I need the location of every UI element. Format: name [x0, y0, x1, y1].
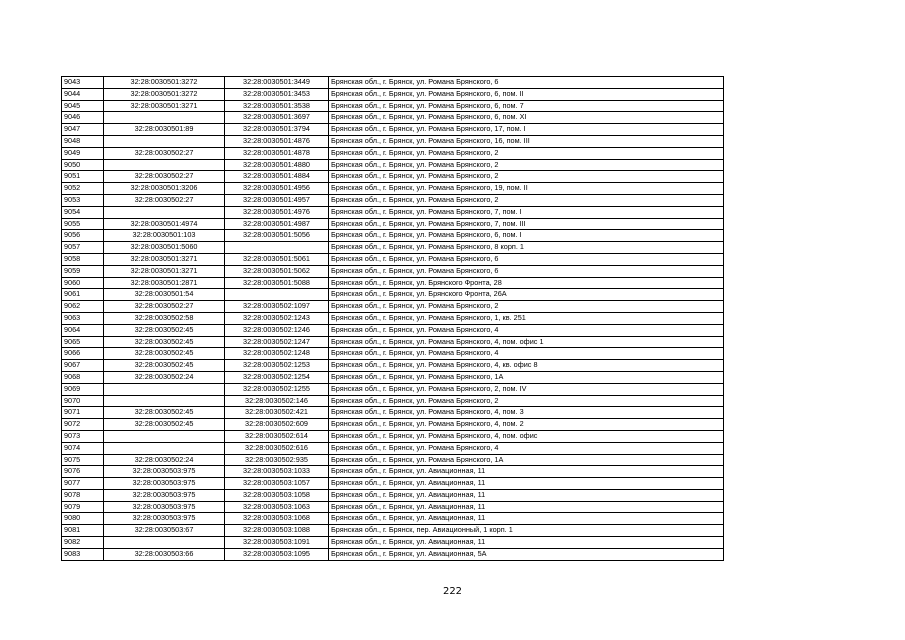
- row-number-cell: 9082: [62, 537, 104, 549]
- object-number-cell: 32:28:0030501:4878: [225, 147, 329, 159]
- parcel-number-cell: [104, 159, 225, 171]
- parcel-number-cell: 32:28:0030502:45: [104, 336, 225, 348]
- table-row: [62, 206, 724, 218]
- table-row: [62, 489, 724, 501]
- table-row: [62, 525, 724, 537]
- object-number-cell: 32:28:0030501:4880: [225, 159, 329, 171]
- table-row: [62, 395, 724, 407]
- object-number-cell: 32:28:0030502:1255: [225, 383, 329, 395]
- row-number-cell: 9076: [62, 466, 104, 478]
- table-row: [62, 230, 724, 242]
- parcel-number-cell: [104, 430, 225, 442]
- parcel-number-cell: 32:28:0030501:3271: [104, 253, 225, 265]
- address-cell: Брянская обл., г. Брянск, ул. Романа Брянского, 1А: [329, 454, 724, 466]
- row-number-cell: 9047: [62, 124, 104, 136]
- row-number-cell: 9057: [62, 242, 104, 254]
- row-number-cell: 9073: [62, 430, 104, 442]
- table-row: [62, 336, 724, 348]
- object-number-cell: 32:28:0030501:3794: [225, 124, 329, 136]
- row-number-cell: 9080: [62, 513, 104, 525]
- row-number-cell: 9055: [62, 218, 104, 230]
- parcel-number-cell: 32:28:0030502:45: [104, 360, 225, 372]
- object-number-cell: 32:28:0030501:3449: [225, 77, 329, 89]
- address-cell: Брянская обл., г. Брянск, ул. Романа Брянского, 4: [329, 324, 724, 336]
- address-cell: Брянская обл., г. Брянск, ул. Авиационная, 11: [329, 513, 724, 525]
- table-row: [62, 454, 724, 466]
- table-row: [62, 88, 724, 100]
- object-number-cell: 32:28:0030502:616: [225, 442, 329, 454]
- table-row: [62, 183, 724, 195]
- address-cell: Брянская обл., г. Брянск, ул. Романа Брянского, 6, пом. II: [329, 88, 724, 100]
- row-number-cell: 9083: [62, 548, 104, 560]
- address-cell: Брянская обл., г. Брянск, ул. Романа Брянского, 4, пом. офис 1: [329, 336, 724, 348]
- address-cell: Брянская обл., г. Брянск, ул. Романа Брянского, 8 корп. 1: [329, 242, 724, 254]
- row-number-cell: 9068: [62, 371, 104, 383]
- row-number-cell: 9056: [62, 230, 104, 242]
- address-cell: Брянская обл., г. Брянск, ул. Романа Брянского, 4: [329, 348, 724, 360]
- table-row: [62, 360, 724, 372]
- table-row: [62, 537, 724, 549]
- object-number-cell: 32:28:0030502:1254: [225, 371, 329, 383]
- object-number-cell: 32:28:0030503:1095: [225, 548, 329, 560]
- parcel-number-cell: 32:28:0030502:27: [104, 194, 225, 206]
- table-row: [62, 466, 724, 478]
- table-row: [62, 548, 724, 560]
- object-number-cell: 32:28:0030501:4956: [225, 183, 329, 195]
- table-row: [62, 371, 724, 383]
- table-row: [62, 383, 724, 395]
- object-number-cell: 32:28:0030502:1243: [225, 312, 329, 324]
- address-cell: Брянская обл., г. Брянск, ул. Романа Брянского, 17, пом. I: [329, 124, 724, 136]
- row-number-cell: 9069: [62, 383, 104, 395]
- address-cell: Брянская обл., г. Брянск, ул. Романа Брянского, 4, пом. 2: [329, 419, 724, 431]
- table-row: [62, 253, 724, 265]
- parcel-number-cell: 32:28:0030502:45: [104, 419, 225, 431]
- row-number-cell: 9067: [62, 360, 104, 372]
- table-row: [62, 478, 724, 490]
- parcel-number-cell: 32:28:0030503:975: [104, 513, 225, 525]
- row-number-cell: 9044: [62, 88, 104, 100]
- address-cell: Брянская обл., г. Брянск, ул. Романа Брянского, 2: [329, 194, 724, 206]
- parcel-number-cell: 32:28:0030501:3271: [104, 265, 225, 277]
- object-number-cell: 32:28:0030502:421: [225, 407, 329, 419]
- address-cell: Брянская обл., г. Брянск, ул. Романа Брянского, 7, пом. III: [329, 218, 724, 230]
- address-cell: Брянская обл., г. Брянск, ул. Романа Брянского, 4, пом. офис: [329, 430, 724, 442]
- row-number-cell: 9074: [62, 442, 104, 454]
- table-row: [62, 407, 724, 419]
- address-cell: Брянская обл., г. Брянск, ул. Брянского Фронта, 28: [329, 277, 724, 289]
- table-row: [62, 171, 724, 183]
- table-row: [62, 442, 724, 454]
- object-number-cell: 32:28:0030502:614: [225, 430, 329, 442]
- address-cell: Брянская обл., г. Брянск, пер. Авиационный, 1 корп. 1: [329, 525, 724, 537]
- table-row: [62, 501, 724, 513]
- address-cell: Брянская обл., г. Брянск, ул. Романа Брянского, 2, пом. IV: [329, 383, 724, 395]
- row-number-cell: 9053: [62, 194, 104, 206]
- table-row: [62, 265, 724, 277]
- object-number-cell: 32:28:0030502:1248: [225, 348, 329, 360]
- parcel-number-cell: 32:28:0030503:975: [104, 478, 225, 490]
- row-number-cell: 9070: [62, 395, 104, 407]
- address-cell: Брянская обл., г. Брянск, ул. Романа Брянского, 6, пом. 7: [329, 100, 724, 112]
- parcel-number-cell: 32:28:0030503:975: [104, 466, 225, 478]
- parcel-number-cell: 32:28:0030501:103: [104, 230, 225, 242]
- table-row: [62, 135, 724, 147]
- object-number-cell: 32:28:0030501:5061: [225, 253, 329, 265]
- parcel-number-cell: 32:28:0030501:3206: [104, 183, 225, 195]
- row-number-cell: 9048: [62, 135, 104, 147]
- parcel-number-cell: 32:28:0030502:24: [104, 454, 225, 466]
- address-cell: Брянская обл., г. Брянск, ул. Романа Брянского, 6: [329, 253, 724, 265]
- parcel-number-cell: [104, 383, 225, 395]
- row-number-cell: 9072: [62, 419, 104, 431]
- address-cell: Брянская обл., г. Брянск, ул. Романа Брянского, 6: [329, 77, 724, 89]
- parcel-number-cell: 32:28:0030502:27: [104, 301, 225, 313]
- row-number-cell: 9078: [62, 489, 104, 501]
- object-number-cell: 32:28:0030502:1097: [225, 301, 329, 313]
- row-number-cell: 9077: [62, 478, 104, 490]
- parcel-number-cell: [104, 442, 225, 454]
- row-number-cell: 9062: [62, 301, 104, 313]
- object-number-cell: 32:28:0030501:5056: [225, 230, 329, 242]
- table-row: [62, 312, 724, 324]
- address-cell: Брянская обл., г. Брянск, ул. Романа Брянского, 1А: [329, 371, 724, 383]
- row-number-cell: 9058: [62, 253, 104, 265]
- row-number-cell: 9079: [62, 501, 104, 513]
- address-cell: Брянская обл., г. Брянск, ул. Авиационная, 11: [329, 466, 724, 478]
- row-number-cell: 9061: [62, 289, 104, 301]
- row-number-cell: 9075: [62, 454, 104, 466]
- object-number-cell: 32:28:0030502:609: [225, 419, 329, 431]
- address-cell: Брянская обл., г. Брянск, ул. Романа Брянского, 16, пом. III: [329, 135, 724, 147]
- row-number-cell: 9066: [62, 348, 104, 360]
- parcel-number-cell: 32:28:0030501:89: [104, 124, 225, 136]
- address-cell: Брянская обл., г. Брянск, ул. Авиационная, 11: [329, 501, 724, 513]
- object-number-cell: 32:28:0030503:1057: [225, 478, 329, 490]
- address-cell: Брянская обл., г. Брянск, ул. Романа Брянского, 2: [329, 147, 724, 159]
- parcel-number-cell: 32:28:0030503:975: [104, 501, 225, 513]
- table-row: [62, 277, 724, 289]
- parcel-number-cell: 32:28:0030503:975: [104, 489, 225, 501]
- parcel-number-cell: 32:28:0030502:27: [104, 147, 225, 159]
- object-number-cell: 32:28:0030501:4987: [225, 218, 329, 230]
- row-number-cell: 9045: [62, 100, 104, 112]
- table-row: [62, 112, 724, 124]
- object-number-cell: [225, 289, 329, 301]
- object-number-cell: 32:28:0030503:1088: [225, 525, 329, 537]
- parcel-number-cell: [104, 206, 225, 218]
- parcel-number-cell: 32:28:0030501:2871: [104, 277, 225, 289]
- property-table-body: [62, 77, 724, 561]
- object-number-cell: 32:28:0030502:1253: [225, 360, 329, 372]
- object-number-cell: 32:28:0030501:5088: [225, 277, 329, 289]
- object-number-cell: 32:28:0030503:1091: [225, 537, 329, 549]
- address-cell: Брянская обл., г. Брянск, ул. Брянского Фронта, 26А: [329, 289, 724, 301]
- object-number-cell: 32:28:0030502:1247: [225, 336, 329, 348]
- row-number-cell: 9059: [62, 265, 104, 277]
- parcel-number-cell: [104, 537, 225, 549]
- address-cell: Брянская обл., г. Брянск, ул. Романа Брянского, 7, пом. I: [329, 206, 724, 218]
- parcel-number-cell: 32:28:0030503:67: [104, 525, 225, 537]
- parcel-number-cell: 32:28:0030501:3271: [104, 100, 225, 112]
- object-number-cell: 32:28:0030501:4876: [225, 135, 329, 147]
- parcel-number-cell: 32:28:0030501:5060: [104, 242, 225, 254]
- row-number-cell: 9050: [62, 159, 104, 171]
- table-row: [62, 218, 724, 230]
- address-cell: Брянская обл., г. Брянск, ул. Романа Брянского, 2: [329, 171, 724, 183]
- object-number-cell: 32:28:0030501:4976: [225, 206, 329, 218]
- address-cell: Брянская обл., г. Брянск, ул. Авиационная, 11: [329, 478, 724, 490]
- object-number-cell: 32:28:0030502:146: [225, 395, 329, 407]
- address-cell: Брянская обл., г. Брянск, ул. Авиационная, 11: [329, 489, 724, 501]
- address-cell: Брянская обл., г. Брянск, ул. Романа Брянского, 2: [329, 301, 724, 313]
- object-number-cell: 32:28:0030503:1058: [225, 489, 329, 501]
- address-cell: Брянская обл., г. Брянск, ул. Авиационная, 5А: [329, 548, 724, 560]
- parcel-number-cell: 32:28:0030501:3272: [104, 77, 225, 89]
- address-cell: Брянская обл., г. Брянск, ул. Авиационная, 11: [329, 537, 724, 549]
- table-row: [62, 242, 724, 254]
- address-cell: Брянская обл., г. Брянск, ул. Романа Брянского, 4, пом. 3: [329, 407, 724, 419]
- property-table: [61, 76, 724, 561]
- parcel-number-cell: 32:28:0030502:58: [104, 312, 225, 324]
- table-row: [62, 348, 724, 360]
- table-row: [62, 124, 724, 136]
- address-cell: Брянская обл., г. Брянск, ул. Романа Брянского, 1, кв. 251: [329, 312, 724, 324]
- parcel-number-cell: 32:28:0030501:4974: [104, 218, 225, 230]
- object-number-cell: 32:28:0030501:4957: [225, 194, 329, 206]
- object-number-cell: 32:28:0030503:1063: [225, 501, 329, 513]
- table-row: [62, 194, 724, 206]
- table-row: [62, 301, 724, 313]
- row-number-cell: 9064: [62, 324, 104, 336]
- object-number-cell: 32:28:0030503:1068: [225, 513, 329, 525]
- address-cell: Брянская обл., г. Брянск, ул. Романа Брянского, 6, пом. XI: [329, 112, 724, 124]
- object-number-cell: 32:28:0030501:4884: [225, 171, 329, 183]
- address-cell: Брянская обл., г. Брянск, ул. Романа Брянского, 6: [329, 265, 724, 277]
- parcel-number-cell: 32:28:0030501:3272: [104, 88, 225, 100]
- address-cell: Брянская обл., г. Брянск, ул. Романа Брянского, 4, кв. офис 8: [329, 360, 724, 372]
- object-number-cell: 32:28:0030502:935: [225, 454, 329, 466]
- row-number-cell: 9043: [62, 77, 104, 89]
- row-number-cell: 9063: [62, 312, 104, 324]
- table-row: [62, 147, 724, 159]
- table-row: [62, 159, 724, 171]
- parcel-number-cell: 32:28:0030501:54: [104, 289, 225, 301]
- row-number-cell: 9051: [62, 171, 104, 183]
- page-number: 222: [442, 586, 463, 597]
- parcel-number-cell: 32:28:0030502:45: [104, 348, 225, 360]
- table-row: [62, 419, 724, 431]
- address-cell: Брянская обл., г. Брянск, ул. Романа Брянского, 4: [329, 442, 724, 454]
- parcel-number-cell: [104, 135, 225, 147]
- table-row: [62, 324, 724, 336]
- row-number-cell: 9052: [62, 183, 104, 195]
- parcel-number-cell: 32:28:0030502:27: [104, 171, 225, 183]
- table-row: [62, 430, 724, 442]
- address-cell: Брянская обл., г. Брянск, ул. Романа Брянского, 19, пом. II: [329, 183, 724, 195]
- parcel-number-cell: 32:28:0030502:24: [104, 371, 225, 383]
- object-number-cell: [225, 242, 329, 254]
- object-number-cell: 32:28:0030501:5062: [225, 265, 329, 277]
- object-number-cell: 32:28:0030501:3453: [225, 88, 329, 100]
- table-row: [62, 289, 724, 301]
- parcel-number-cell: 32:28:0030502:45: [104, 324, 225, 336]
- row-number-cell: 9049: [62, 147, 104, 159]
- table-row: [62, 513, 724, 525]
- row-number-cell: 9081: [62, 525, 104, 537]
- parcel-number-cell: 32:28:0030502:45: [104, 407, 225, 419]
- table-row: [62, 77, 724, 89]
- address-cell: Брянская обл., г. Брянск, ул. Романа Брянского, 6, пом. I: [329, 230, 724, 242]
- parcel-number-cell: [104, 395, 225, 407]
- row-number-cell: 9054: [62, 206, 104, 218]
- row-number-cell: 9065: [62, 336, 104, 348]
- object-number-cell: 32:28:0030502:1246: [225, 324, 329, 336]
- row-number-cell: 9060: [62, 277, 104, 289]
- row-number-cell: 9046: [62, 112, 104, 124]
- parcel-number-cell: 32:28:0030503:66: [104, 548, 225, 560]
- object-number-cell: 32:28:0030501:3697: [225, 112, 329, 124]
- row-number-cell: 9071: [62, 407, 104, 419]
- object-number-cell: 32:28:0030503:1033: [225, 466, 329, 478]
- address-cell: Брянская обл., г. Брянск, ул. Романа Брянского, 2: [329, 159, 724, 171]
- parcel-number-cell: [104, 112, 225, 124]
- address-cell: Брянская обл., г. Брянск, ул. Романа Брянского, 2: [329, 395, 724, 407]
- object-number-cell: 32:28:0030501:3538: [225, 100, 329, 112]
- table-row: [62, 100, 724, 112]
